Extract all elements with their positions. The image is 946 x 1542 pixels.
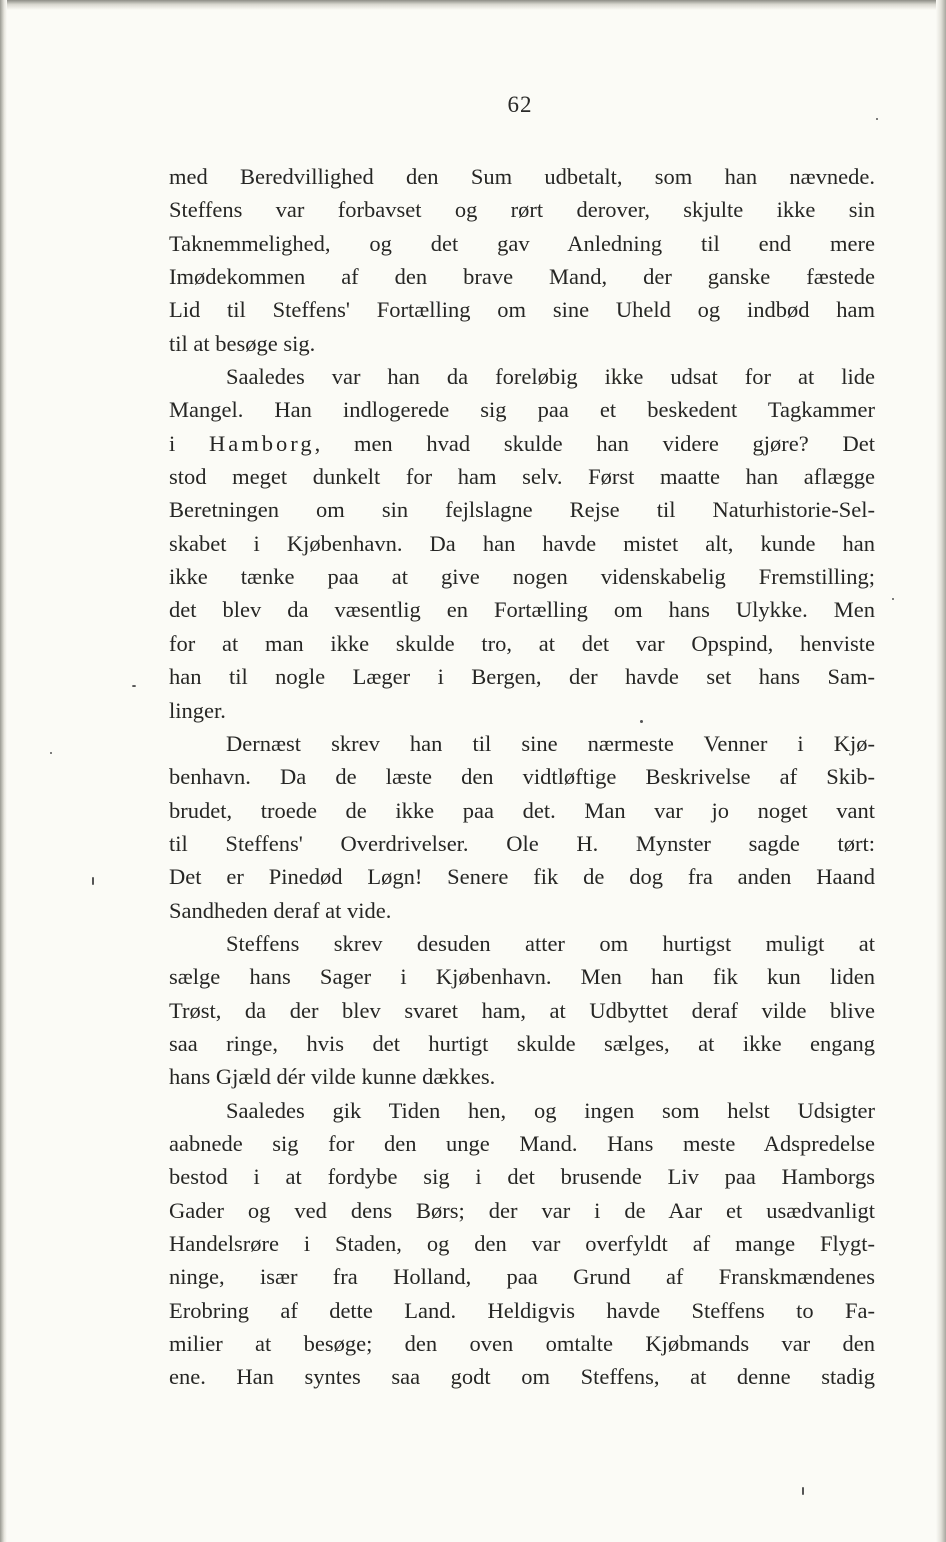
text-line: Trøst, da der blev svaret ham, at Udbyttet deraf vilde blive	[169, 997, 875, 1023]
page-left-edge	[0, 0, 7, 1542]
page-top-edge	[0, 0, 946, 10]
text-line: Det er Pinedød Løgn! Senere fik de dog fra anden Haand	[169, 864, 875, 890]
spaced-place-name: Hamborg	[209, 430, 315, 456]
page-number: 62	[507, 92, 533, 117]
text-line: brudet, troede de ikke paa det. Man var jo noget vant	[169, 797, 875, 823]
text-line: sælge hans Sager i Kjøbenhavn. Men han fik kun liden	[169, 964, 875, 990]
text-line: ene. Han syntes saa godt om Steffens, at denne stadig	[169, 1364, 875, 1390]
text-line: benhavn. Da de læste den vidtløftige Beskrivelse af Skib-	[169, 764, 875, 790]
paper-speck	[50, 752, 52, 754]
text-line: linger.	[169, 697, 226, 723]
text-line: bestod i at fordybe sig i det brusende Liv paa Hamborgs	[169, 1164, 875, 1190]
text-line: med Beredvillighed den Sum udbetalt, som han nævnede.	[169, 164, 875, 189]
page-right-edge	[936, 0, 946, 1542]
paper-speck	[802, 1487, 804, 1495]
text-line: til at besøge sig.	[169, 330, 316, 356]
text-line: aabnede sig for den unge Mand. Hans meste Adspredelse	[169, 1130, 875, 1156]
text-line: Steffens var forbavset og rørt derover, skjulte ikke sin	[169, 197, 875, 223]
text-line: for at man ikke skulde tro, at det var Opspind, henviste	[169, 630, 875, 656]
text-line: milier at besøge; den oven omtalte Kjøbmands var den	[169, 1331, 875, 1357]
text-line: stod meget dunkelt for ham selv. Først maatte han aflægge	[169, 464, 875, 490]
paragraph-first-line: Dernæst skrev han til sine nærmeste Venner i Kjø-	[226, 730, 875, 756]
text-line: Mangel. Han indlogerede sig paa et beskedent Tagkammer	[169, 397, 875, 423]
text-line: han til nogle Læger i Bergen, der havde set hans Sam-	[169, 664, 875, 690]
paper-speck	[640, 720, 643, 723]
text-line: til Steffens' Overdrivelser. Ole H. Mynster sagde tørt:	[169, 830, 875, 856]
text-line: det blev da væsentlig en Fortælling om hans Ulykke. Men	[169, 597, 875, 623]
text-line: Lid til Steffens' Fortælling om sine Uheld og indbød ham	[169, 297, 875, 323]
paragraph-first-line: Steffens skrev desuden atter om hurtigst muligt at	[226, 930, 875, 956]
body-text	[169, 160, 875, 1394]
paragraph-first-line: Saaledes var han da foreløbig ikke udsat for at lide	[226, 364, 875, 390]
text-line: hans Gjæld dér vilde kunne dækkes.	[169, 1064, 496, 1090]
text-line: skabet i Kjøbenhavn. Da han havde mistet alt, kunde han	[169, 530, 875, 556]
text-line: Handelsrøre i Staden, og den var overfyldt af mange Flygt-	[169, 1231, 875, 1256]
paper-speck	[892, 598, 894, 600]
paper-speck	[132, 685, 136, 687]
text-line: ninge, især fra Holland, paa Grund af Franskmændenes	[169, 1264, 875, 1290]
text-line: Gader og ved dens Børs; der var i de Aar et usædvanligt	[169, 1197, 875, 1223]
paper-speck	[92, 877, 94, 885]
paragraph-first-line: Saaledes gik Tiden hen, og ingen som helst Udsigter	[226, 1097, 875, 1123]
text-line: Taknemmelighed, og det gav Anledning til end mere	[169, 230, 875, 256]
text-line: Imødekommen af den brave Mand, der ganske fæstede	[169, 264, 875, 290]
text-line: ikke tænke paa at give nogen videnskabelig Fremstilling;	[169, 564, 875, 590]
text-line: Beretningen om sin fejlslagne Rejse til Naturhistorie-Sel-	[169, 497, 875, 523]
text-line: Sandheden deraf at vide.	[169, 897, 392, 923]
paper-speck	[876, 118, 878, 120]
text-line: i Hamborg, men hvad skulde han videre gjøre? Det	[169, 430, 875, 456]
text-line: Erobring af dette Land. Heldigvis havde Steffens to Fa-	[169, 1297, 875, 1323]
text-line: saa ringe, hvis det hurtigt skulde sælges, at ikke engang	[169, 1030, 875, 1056]
